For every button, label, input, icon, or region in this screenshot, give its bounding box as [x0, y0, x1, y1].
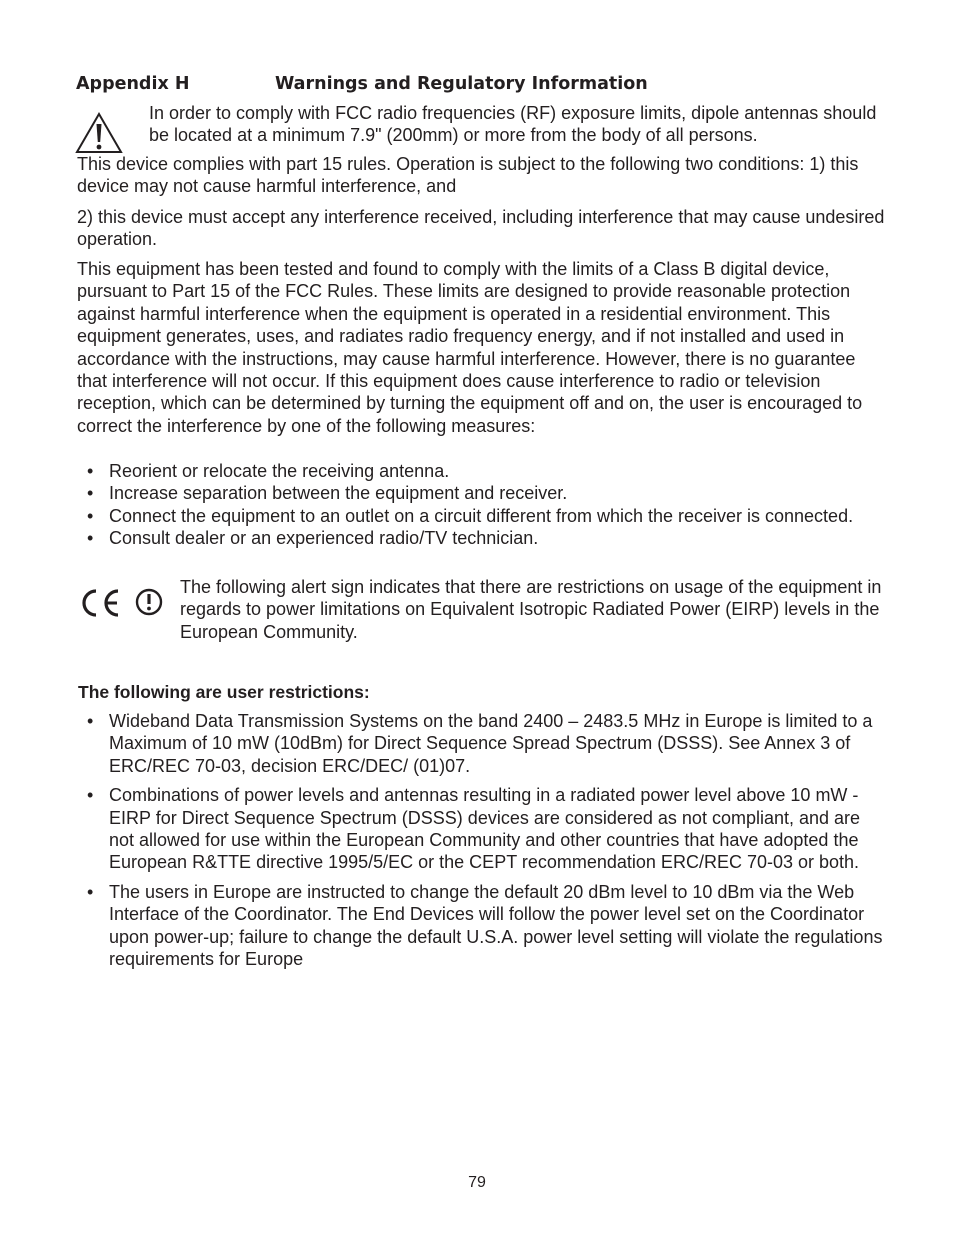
list-item [77, 505, 887, 527]
rf-exposure-warning: In order to comply with FCC radio frequencies (RF) exposure limits, dipole antennas should be located at a minimum 7.9" (200mm) or more from the body of all persons. [149, 103, 877, 146]
restrictions-heading: The following are user restrictions: [78, 682, 370, 702]
bullet: • [87, 881, 94, 902]
list-item [77, 881, 887, 971]
list-item [77, 710, 887, 777]
corrective-measures-list [77, 460, 887, 550]
compliance-paragraph: This device complies with part 15 rules. Operation is subject to the following two conditions: 1) this device may not cause harmful interference, and [77, 154, 859, 197]
page-number: 79 [468, 1174, 486, 1191]
list-item-text: Connect the equipment to an outlet on a circuit different from which the receiver is connected. [109, 505, 854, 526]
ce-mark-icon [80, 588, 166, 618]
appendix-heading [76, 72, 896, 96]
bullet: • [87, 785, 94, 806]
bullet: • [87, 505, 94, 526]
eirp-alert-text: The following alert sign indicates that there are restrictions on usage of the equipment in regards to power limitations on Equivalent Isotropic Radiated Power (EIRP) levels in the European Community. [180, 577, 882, 642]
user-restrictions-list [77, 710, 887, 977]
class-b-paragraph: This equipment has been tested and found to comply with the limits of a Class B digital device, pursuant to Part 15 of the FCC Rules. These limits are designed to provide reasonable protection against harmful interference when the equipment is operated in a residential environment. This equipment generates, uses, and radiates radio frequency energy, and if not installed and used in accordance with the instructions, may cause harmful interference. However, there is no guarantee that interference will not occur. If this equipment does cause interference to radio or television reception, which can be determined by turning the equipment off and on, the user is encouraged to correct the interference by one of the following measures: [77, 259, 863, 436]
list-item-text: Combinations of power levels and antennas resulting in a radiated power level above 10 mW - EIRP for Direct Sequence Spectrum (DSSS) devices are considered as not compliant, and are not allowed for use within the European Community and other countries that have adopted the European R&TTE directive 1995/5/EC or the CEPT recommendation ERC/REC 70-03 or both. [109, 785, 861, 873]
list-item [77, 482, 887, 504]
list-item [77, 784, 887, 874]
list-item-text: Wideband Data Transmission Systems on the band 2400 – 2483.5 MHz in Europe is limited to a Maximum of 10 mW (10dBm) for Direct Sequence Spread Spectrum (DSSS). See Annex 3 of ERC/REC 70-03, decision ERC/DEC/ (01)07. [109, 711, 873, 776]
list-item-text: The users in Europe are instructed to change the default 20 dBm level to 10 dBm via the Web Interface of the Coordinator. The End Devices will follow the power level set on the Coordinator upon power-up; failure to change the default U.S.A. power level setting will violate the regulations requirements for Europe [109, 881, 883, 970]
list-item-text: Increase separation between the equipment and receiver. [109, 483, 568, 504]
warning-triangle-icon [75, 112, 123, 154]
list-item [77, 460, 887, 482]
bullet: • [87, 461, 94, 481]
interference-condition-paragraph: 2) this device must accept any interference received, including interference that may cause undesired operation. [77, 207, 885, 250]
alert-circle-icon [137, 590, 161, 614]
list-item-text: Consult dealer or an experienced radio/TV technician. [109, 528, 539, 549]
appendix-number: Appendix H [76, 74, 190, 94]
list-item [77, 527, 887, 549]
list-item-text: Reorient or relocate the receiving antenna. [109, 461, 450, 481]
bullet: • [87, 528, 94, 549]
bullet: • [87, 711, 94, 731]
appendix-title: Warnings and Regulatory Information [275, 74, 648, 94]
bullet: • [87, 483, 94, 504]
